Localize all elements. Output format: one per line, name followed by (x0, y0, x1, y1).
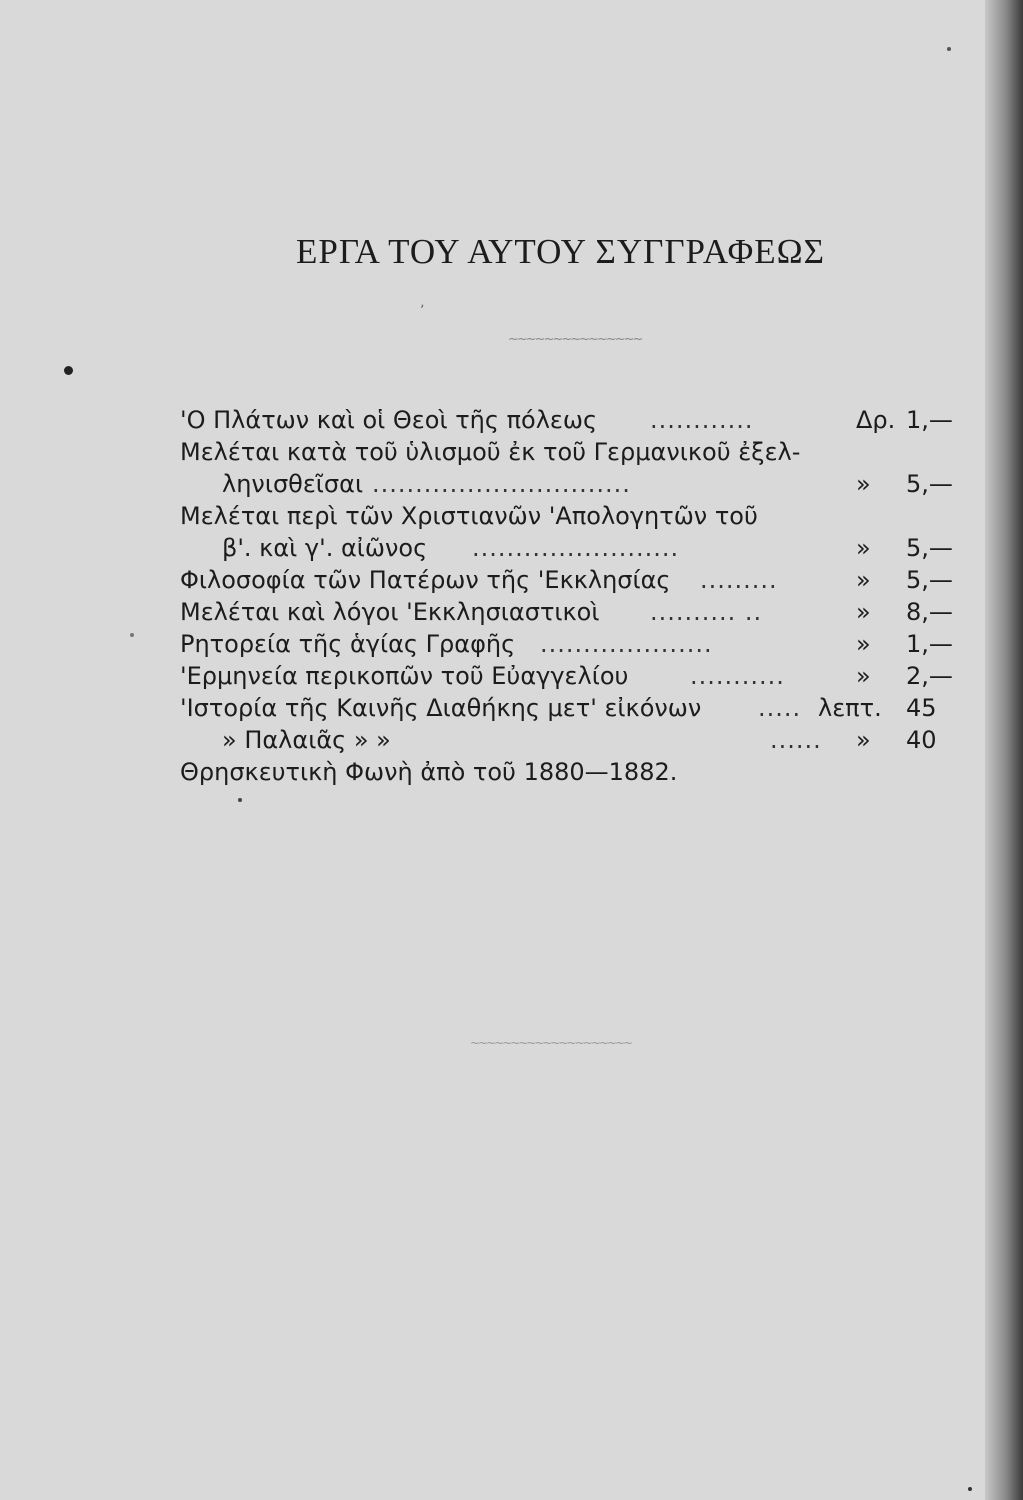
list-item: 'Ερμηνεία περικοπῶν τοῦ Εὐαγγελίου ........... » 2,— (180, 662, 953, 690)
works-list (180, 406, 980, 790)
list-item: Μελέται κατὰ τοῦ ὑλισμοῦ ἐκ τοῦ Γερμανικοῦ ἐξελ- (180, 438, 801, 466)
list-item: » Παλαιᾶς » » ...... » 40 (222, 726, 937, 754)
page-heading: ΕΡΓΑ ΤΟΥ ΑΥΤΟΥ ΣΥΓΓΡΑΦΕΩΣ (296, 232, 826, 271)
list-item: Μελέται καὶ λόγοι 'Εκκλησιαστικοὶ .......... .. » 8,— (180, 598, 953, 626)
list-item: β'. καὶ γ'. αἰῶνος ........................ » 5,— (222, 534, 953, 562)
margin-speck (968, 1487, 972, 1491)
list-item: 'Ιστορία τῆς Καινῆς Διαθήκης μετ' εἰκόνων ..... λεπτ. 45 (180, 694, 937, 722)
list-item: 'Ο Πλάτων καὶ οἱ Θεοὶ τῆς πόλεως ............ Δρ. 1,— (180, 406, 953, 434)
list-item: Θρησκευτικὴ Φωνὴ ἀπὸ τοῦ 1880—1882. (180, 758, 678, 786)
list-item: ληνισθεῖσαι .............................. » 5,— (222, 470, 953, 498)
top-ornament: ~~~~~~~~~~~~~~~ (508, 332, 642, 347)
page-edge-shadow (985, 0, 1023, 1500)
margin-speck (130, 633, 134, 637)
bottom-ornament: ~~~~~~~~~~~~~~~~~~~~ (470, 1036, 632, 1050)
margin-speck (947, 47, 951, 51)
margin-speck (238, 798, 242, 802)
list-item: Μελέται περὶ τῶν Χριστιανῶν 'Απολογητῶν τοῦ (180, 502, 758, 530)
left-margin-dot (64, 366, 73, 375)
list-item: Ρητορεία τῆς ἁγίας Γραφῆς .................... » 1,— (180, 630, 953, 658)
list-item: Φιλοσοφία τῶν Πατέρων τῆς 'Εκκλησίας ......... » 5,— (180, 566, 953, 594)
pencil-mark: ʼ (420, 303, 425, 319)
